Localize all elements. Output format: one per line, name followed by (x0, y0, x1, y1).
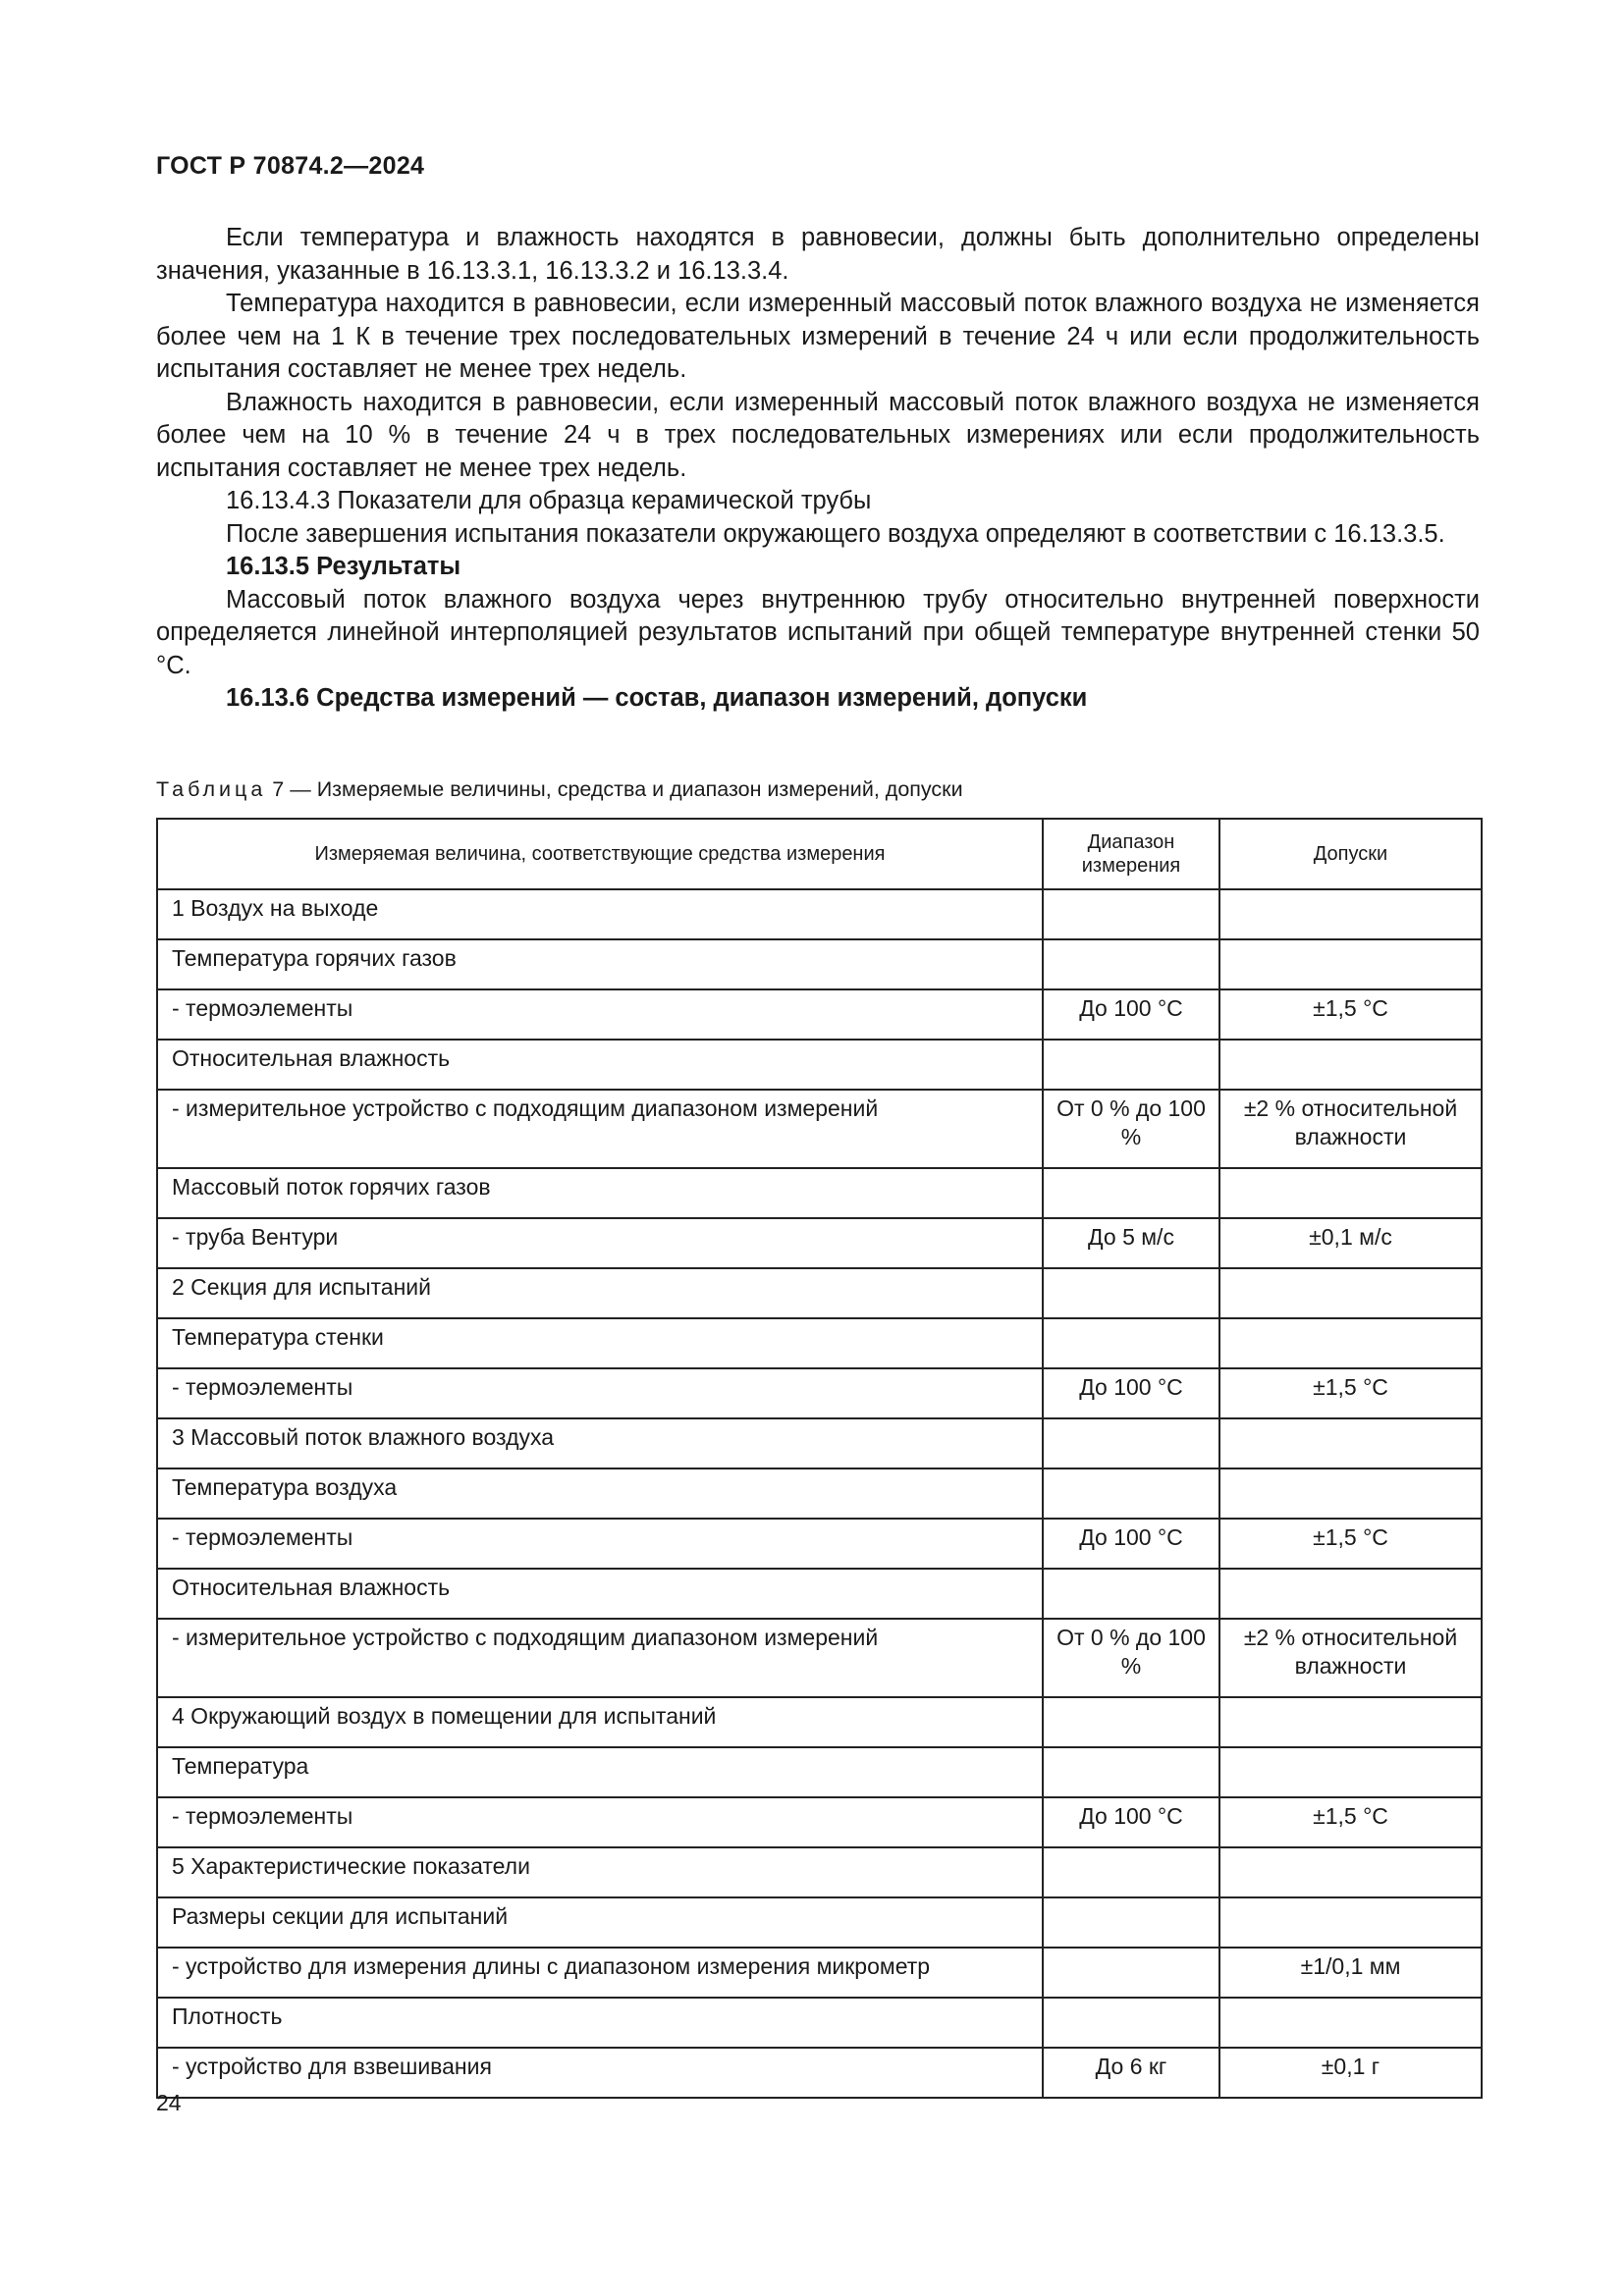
paragraph: Влажность находится в равновесии, если измеренный массовый поток влажного воздуха не изменяется более чем на 10 % в течение 24 ч в трех последовательных измерениях или если продолжительность испытания составляет не менее трех недель. (156, 388, 1480, 482)
cell-quantity: Температура горячих газов (157, 939, 1043, 989)
cell-range (1043, 889, 1219, 939)
measurement-table (156, 818, 1483, 2099)
cell-tolerance (1219, 1318, 1482, 1368)
table-row (157, 1847, 1482, 1897)
table-row (157, 1897, 1482, 1948)
table-row (157, 939, 1482, 989)
table-row (157, 1519, 1482, 1569)
table-caption-label: Таблица (156, 777, 267, 801)
table-row (157, 1318, 1482, 1368)
cell-quantity: - устройство для измерения длины с диапазоном измерения микрометр (157, 1948, 1043, 1998)
cell-tolerance (1219, 1418, 1482, 1468)
section-heading: 16.13.6 Средства измерений — состав, диапазон измерений, допуски (226, 684, 1088, 712)
cell-tolerance (1219, 1040, 1482, 1090)
header-tolerance: Допуски (1219, 819, 1482, 889)
paragraph: Если температура и влажность находятся в равновесии, должны быть дополнительно определены значения, указанные в 16.13.3.1, 16.13.3.2 и 16.13.3.4. (156, 224, 1480, 285)
table-row (157, 1040, 1482, 1090)
table-row (157, 1468, 1482, 1519)
cell-range: От 0 % до 100 % (1043, 1619, 1219, 1697)
header-quantity: Измеряемая величина, соответствующие средства измерения (157, 819, 1043, 889)
cell-range (1043, 1040, 1219, 1090)
cell-tolerance (1219, 1747, 1482, 1797)
cell-tolerance (1219, 1847, 1482, 1897)
table-row (157, 1569, 1482, 1619)
cell-quantity: - термоэлементы (157, 1368, 1043, 1418)
cell-range (1043, 1569, 1219, 1619)
cell-quantity: 3 Массовый поток влажного воздуха (157, 1418, 1043, 1468)
header-range: Диапазон измерения (1043, 819, 1219, 889)
table-row (157, 989, 1482, 1040)
cell-range (1043, 1697, 1219, 1747)
cell-tolerance (1219, 1168, 1482, 1218)
table-caption-text: 7 — Измеряемые величины, средства и диапазон измерений, допуски (272, 777, 963, 801)
paragraph: После завершения испытания показатели окружающего воздуха определяют в соответствии с 16.13.3.5. (226, 519, 1445, 548)
cell-tolerance (1219, 889, 1482, 939)
table-row (157, 1168, 1482, 1218)
cell-range (1043, 1318, 1219, 1368)
cell-quantity: Размеры секции для испытаний (157, 1897, 1043, 1948)
cell-quantity: 1 Воздух на выходе (157, 889, 1043, 939)
cell-range (1043, 1468, 1219, 1519)
paragraph: 16.13.4.3 Показатели для образца керамической трубы (226, 487, 872, 514)
body-text (156, 222, 1480, 716)
section-heading: 16.13.5 Результаты (226, 553, 461, 580)
cell-tolerance: ±1,5 °С (1219, 1519, 1482, 1569)
cell-tolerance (1219, 1268, 1482, 1318)
table-row (157, 1747, 1482, 1797)
cell-tolerance (1219, 939, 1482, 989)
table-row (157, 1697, 1482, 1747)
cell-tolerance: ±2 % относительной влажности (1219, 1090, 1482, 1168)
cell-quantity: - устройство для взвешивания (157, 2048, 1043, 2098)
cell-range (1043, 939, 1219, 989)
cell-quantity: - измерительное устройство с подходящим диапазоном измерений (157, 1619, 1043, 1697)
cell-quantity: Массовый поток горячих газов (157, 1168, 1043, 1218)
cell-tolerance: ±0,1 г (1219, 2048, 1482, 2098)
table-row (157, 889, 1482, 939)
cell-quantity: - термоэлементы (157, 1797, 1043, 1847)
cell-range: От 0 % до 100 % (1043, 1090, 1219, 1168)
table-row (157, 1998, 1482, 2048)
cell-range: До 100 °С (1043, 1519, 1219, 1569)
cell-range (1043, 1948, 1219, 1998)
cell-range (1043, 1747, 1219, 1797)
table-row (157, 1368, 1482, 1418)
cell-quantity: Температура (157, 1747, 1043, 1797)
cell-range (1043, 1168, 1219, 1218)
cell-range: До 100 °С (1043, 989, 1219, 1040)
cell-tolerance: ±2 % относительной влажности (1219, 1619, 1482, 1697)
table-body (157, 889, 1482, 2098)
table-row (157, 1268, 1482, 1318)
cell-quantity: Плотность (157, 1998, 1043, 2048)
paragraph: Температура находится в равновесии, если измеренный массовый поток влажного воздуха не изменяется более чем на 1 К в течение трех последовательных измерений в течение 24 ч или если продолжительность испытания составляет не менее трех недель. (156, 290, 1480, 383)
cell-tolerance: ±1,5 °С (1219, 1797, 1482, 1847)
cell-quantity: 5 Характеристические показатели (157, 1847, 1043, 1897)
table-row (157, 1090, 1482, 1168)
cell-quantity: Температура воздуха (157, 1468, 1043, 1519)
cell-range (1043, 1418, 1219, 1468)
table-row (157, 1948, 1482, 1998)
cell-quantity: 2 Секция для испытаний (157, 1268, 1043, 1318)
page-number: 24 (156, 2090, 182, 2115)
table-row (157, 2048, 1482, 2098)
table-row (157, 1418, 1482, 1468)
cell-quantity: Температура стенки (157, 1318, 1043, 1368)
cell-range (1043, 1847, 1219, 1897)
cell-tolerance (1219, 1998, 1482, 2048)
table-header-row (157, 819, 1482, 889)
cell-range: До 5 м/с (1043, 1218, 1219, 1268)
cell-range: До 6 кг (1043, 2048, 1219, 2098)
table-row (157, 1218, 1482, 1268)
cell-range: До 100 °С (1043, 1797, 1219, 1847)
cell-quantity: 4 Окружающий воздух в помещении для испытаний (157, 1697, 1043, 1747)
cell-tolerance (1219, 1697, 1482, 1747)
cell-tolerance: ±1,5 °С (1219, 1368, 1482, 1418)
cell-quantity: Относительная влажность (157, 1569, 1043, 1619)
cell-range (1043, 1998, 1219, 2048)
cell-tolerance: ±1,5 °С (1219, 989, 1482, 1040)
cell-quantity: - термоэлементы (157, 1519, 1043, 1569)
table-row (157, 1619, 1482, 1697)
cell-quantity: Относительная влажность (157, 1040, 1043, 1090)
cell-range (1043, 1268, 1219, 1318)
cell-tolerance: ±0,1 м/с (1219, 1218, 1482, 1268)
cell-range (1043, 1897, 1219, 1948)
cell-range: До 100 °С (1043, 1368, 1219, 1418)
paragraph: Массовый поток влажного воздуха через внутреннюю трубу относительно внутренней поверхности определяется линейной интерполяцией результатов испытаний при общей температуре внутренней стенки 50 °С. (156, 585, 1480, 679)
document-header: ГОСТ Р 70874.2—2024 (156, 152, 425, 180)
cell-quantity: - труба Вентури (157, 1218, 1043, 1268)
cell-tolerance (1219, 1468, 1482, 1519)
cell-quantity: - термоэлементы (157, 989, 1043, 1040)
cell-tolerance: ±1/0,1 мм (1219, 1948, 1482, 1998)
cell-tolerance (1219, 1897, 1482, 1948)
table-caption (156, 777, 963, 802)
cell-tolerance (1219, 1569, 1482, 1619)
cell-quantity: - измерительное устройство с подходящим диапазоном измерений (157, 1090, 1043, 1168)
table-row (157, 1797, 1482, 1847)
